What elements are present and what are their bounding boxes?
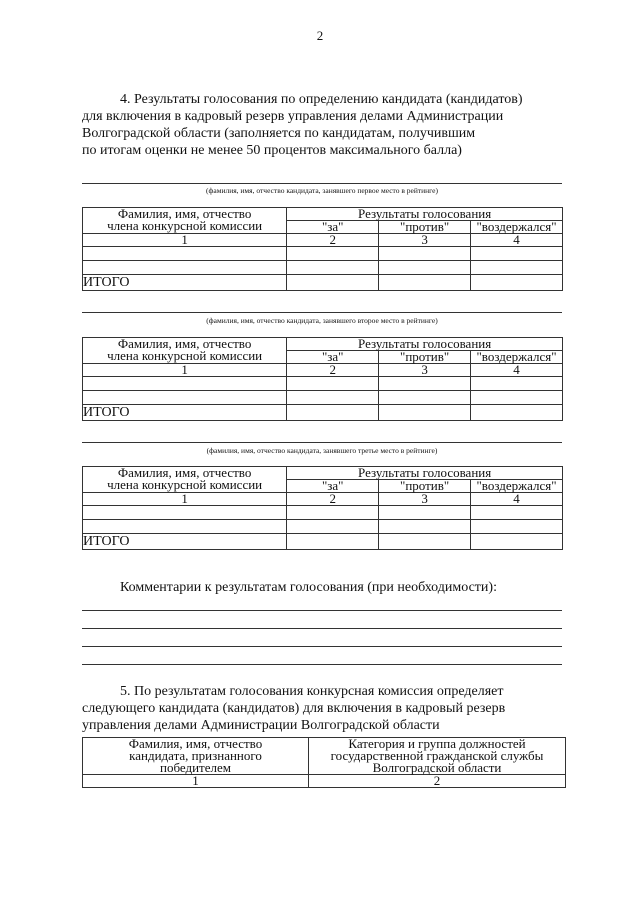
- col-number: 3: [379, 234, 471, 247]
- vote-cell[interactable]: [471, 261, 563, 275]
- vote-cell[interactable]: [287, 275, 379, 291]
- vote-cell[interactable]: [83, 247, 287, 261]
- vote-cell[interactable]: [83, 391, 287, 405]
- results-header: Результаты голосования: [287, 467, 563, 480]
- section-5-line: следующего кандидата (кандидатов) для включения в кадровый резерв: [82, 701, 506, 716]
- col-for: "за": [287, 221, 379, 234]
- vote-cell[interactable]: [287, 247, 379, 261]
- comments-label: Комментарии к результатам голосования (при необходимости):: [120, 580, 497, 595]
- section-4-line: 4. Результаты голосования по определению кандидата (кандидатов): [120, 92, 523, 107]
- candidate-1-fill-line[interactable]: [82, 183, 562, 184]
- comment-line[interactable]: [82, 610, 562, 611]
- vote-cell[interactable]: [471, 520, 563, 534]
- candidate-1-caption: (фамилия, имя, отчество кандидата, занявшего первое место в рейтинге): [206, 186, 438, 195]
- col-number: 2: [309, 775, 566, 788]
- vote-cell[interactable]: [83, 377, 287, 391]
- vote-cell[interactable]: [379, 377, 471, 391]
- results-header: Результаты голосования: [287, 208, 563, 221]
- vote-cell[interactable]: [471, 506, 563, 520]
- col-against: "против": [379, 351, 471, 364]
- candidate-2-caption: (фамилия, имя, отчество кандидата, занявшего второе место в рейтинге): [206, 316, 438, 325]
- vote-cell[interactable]: [287, 520, 379, 534]
- vote-cell[interactable]: [287, 405, 379, 421]
- total-label: ИТОГО: [83, 275, 287, 291]
- col-abstain: "воздержался": [471, 351, 563, 364]
- col-for: "за": [287, 480, 379, 493]
- name-header: Фамилия, имя, отчество члена конкурсной комиссии: [83, 467, 287, 493]
- vote-cell[interactable]: [379, 534, 471, 550]
- vote-cell[interactable]: [83, 261, 287, 275]
- vote-cell[interactable]: [287, 391, 379, 405]
- vote-cell[interactable]: [83, 506, 287, 520]
- section-5-paragraph: [82, 683, 566, 734]
- col-number: 4: [471, 364, 563, 377]
- vote-table-candidate-2: [82, 337, 563, 421]
- vote-cell[interactable]: [471, 391, 563, 405]
- vote-cell[interactable]: [471, 275, 563, 291]
- col-number: 1: [83, 775, 309, 788]
- vote-cell[interactable]: [471, 405, 563, 421]
- candidate-3-fill-line[interactable]: [82, 442, 562, 443]
- page-number: 2: [316, 28, 324, 43]
- col-number: 2: [287, 234, 379, 247]
- results-header: Результаты голосования: [287, 338, 563, 351]
- result-header-category: Категория и группа должностей государственной гражданской службы Волгоградской области: [309, 738, 566, 775]
- vote-cell[interactable]: [379, 506, 471, 520]
- vote-cell[interactable]: [287, 534, 379, 550]
- col-abstain: "воздержался": [471, 221, 563, 234]
- vote-cell[interactable]: [379, 275, 471, 291]
- section-4-line: для включения в кадровый резерв управления делами Администрации: [82, 109, 504, 124]
- col-number: 3: [379, 364, 471, 377]
- vote-cell[interactable]: [379, 247, 471, 261]
- vote-cell[interactable]: [471, 534, 563, 550]
- candidate-3-caption: (фамилия, имя, отчество кандидата, занявшего третье место в рейтинге): [206, 446, 438, 455]
- col-number: 2: [287, 364, 379, 377]
- col-number: 1: [83, 234, 287, 247]
- vote-cell[interactable]: [471, 377, 563, 391]
- col-number: 2: [287, 493, 379, 506]
- result-table: [82, 737, 566, 788]
- col-number: 4: [471, 493, 563, 506]
- col-for: "за": [287, 351, 379, 364]
- section-4-line: Волгоградской области (заполняется по кандидатам, получившим: [82, 126, 476, 141]
- col-number: 1: [83, 364, 287, 377]
- vote-cell[interactable]: [287, 261, 379, 275]
- section-4-paragraph: [82, 91, 566, 159]
- result-header-name: Фамилия, имя, отчество кандидата, признанного победителем: [83, 738, 309, 775]
- vote-cell[interactable]: [379, 261, 471, 275]
- name-header: Фамилия, имя, отчество члена конкурсной комиссии: [83, 338, 287, 364]
- col-against: "против": [379, 480, 471, 493]
- vote-cell[interactable]: [379, 391, 471, 405]
- col-against: "против": [379, 221, 471, 234]
- section-4-line: по итогам оценки не менее 50 процентов максимального балла): [82, 143, 462, 158]
- total-label: ИТОГО: [83, 405, 287, 421]
- vote-table-candidate-1: [82, 207, 563, 291]
- vote-cell[interactable]: [287, 506, 379, 520]
- vote-cell[interactable]: [83, 520, 287, 534]
- col-number: 4: [471, 234, 563, 247]
- col-abstain: "воздержался": [471, 480, 563, 493]
- candidate-2-fill-line[interactable]: [82, 312, 562, 313]
- name-header: Фамилия, имя, отчество члена конкурсной комиссии: [83, 208, 287, 234]
- comment-line[interactable]: [82, 646, 562, 647]
- vote-table-candidate-3: [82, 466, 563, 550]
- vote-cell[interactable]: [379, 405, 471, 421]
- comment-line[interactable]: [82, 628, 562, 629]
- vote-cell[interactable]: [287, 377, 379, 391]
- col-number: 3: [379, 493, 471, 506]
- vote-cell[interactable]: [379, 520, 471, 534]
- col-number: 1: [83, 493, 287, 506]
- comment-line[interactable]: [82, 664, 562, 665]
- section-5-line: управления делами Администрации Волгоградской области: [82, 718, 440, 733]
- total-label: ИТОГО: [83, 534, 287, 550]
- vote-cell[interactable]: [471, 247, 563, 261]
- section-5-line: 5. По результатам голосования конкурсная комиссия определяет: [120, 684, 504, 699]
